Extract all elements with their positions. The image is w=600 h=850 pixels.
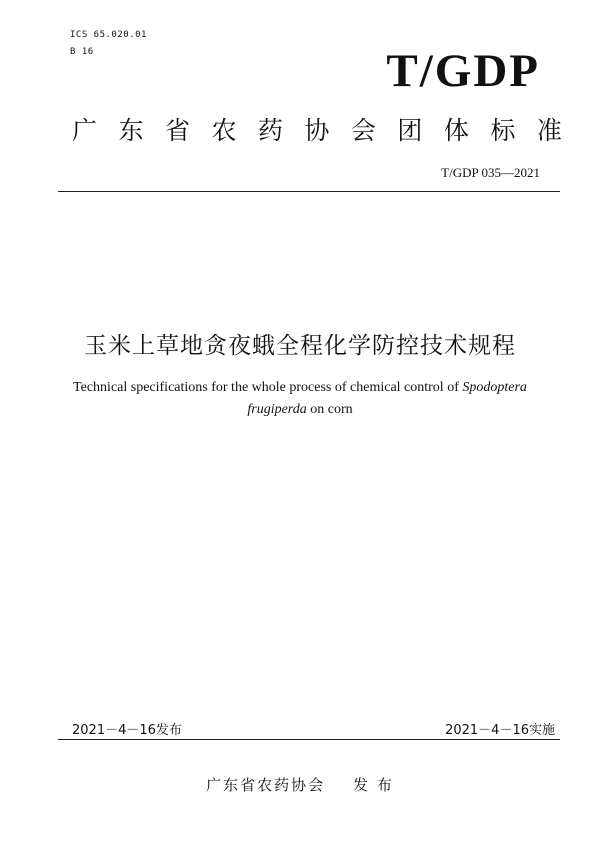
issuer-line <box>0 774 600 795</box>
standard-mark: T/GDP <box>386 45 540 97</box>
heading-char: 协 <box>304 116 330 145</box>
heading-char: 药 <box>257 116 283 145</box>
organization-standard-heading <box>72 118 562 143</box>
publish-date: 2021－4－16发布 <box>72 723 182 738</box>
heading-char: 准 <box>536 116 562 145</box>
chinese-title: 玉米上草地贪夜蛾全程化学防控技术规程 <box>84 333 516 359</box>
english-title-text: Technical specifications for the whole process of chemical control of <box>73 380 463 395</box>
heading-char: 东 <box>118 116 144 145</box>
issue-word: 发 布 <box>353 776 394 794</box>
heading-char: 会 <box>350 116 376 145</box>
heading-char: 广 <box>72 116 98 145</box>
english-title <box>50 377 550 421</box>
english-title-suffix: on corn <box>306 402 353 417</box>
heading-char: 标 <box>490 116 516 145</box>
heading-char: 体 <box>443 116 469 145</box>
bottom-divider <box>58 739 560 740</box>
heading-char: 农 <box>211 116 237 145</box>
top-divider <box>58 191 560 192</box>
standard-number: T/GDP 035—2021 <box>441 165 540 180</box>
issuer-name: 广东省农药协会 <box>206 776 326 794</box>
ccs-code: B 16 <box>70 47 94 57</box>
species-name-genus: Spodoptera <box>462 380 527 395</box>
implement-date: 2021－4－16实施 <box>445 723 555 738</box>
ics-code: ICS 65.020.01 <box>70 30 147 40</box>
species-name-epithet: frugiperda <box>247 402 307 417</box>
heading-char: 省 <box>164 116 190 145</box>
heading-char: 团 <box>397 116 423 145</box>
